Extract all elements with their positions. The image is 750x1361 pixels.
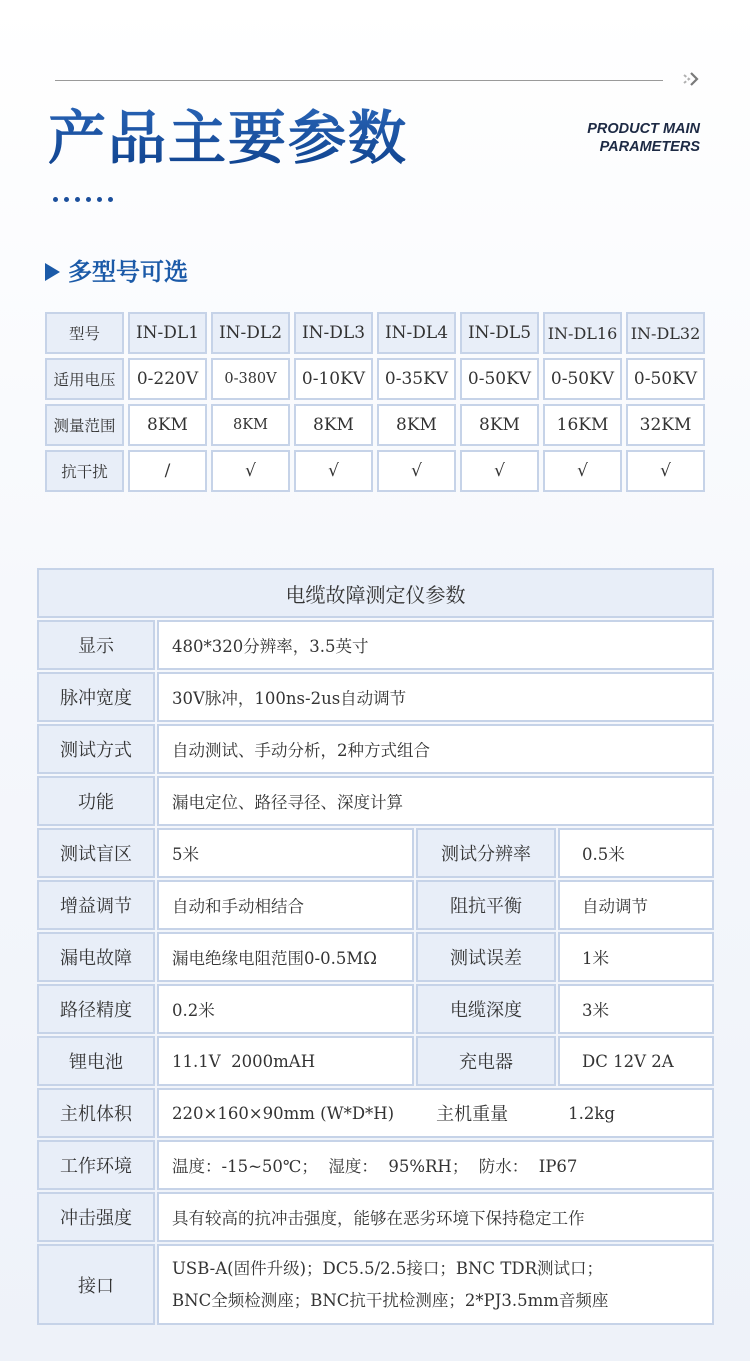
page-title-english	[587, 120, 700, 156]
spec-row-pulse	[37, 672, 714, 722]
spec-label: 脉冲宽度	[37, 672, 155, 722]
spec-value: 1.2kg	[568, 1103, 615, 1123]
table-cell: 0-50KV	[626, 358, 705, 400]
spec-value: 5米	[157, 828, 414, 878]
title-en-line2: PARAMETERS	[599, 139, 700, 155]
table-header-cell: IN-DL1	[128, 312, 207, 354]
table-row-label: 适用电压	[45, 358, 124, 400]
page-title: 产品主要参数	[48, 100, 408, 176]
spec-label: 路径精度	[37, 984, 155, 1034]
table-header-cell: IN-DL3	[294, 312, 373, 354]
spec-value: 温度：-15~50℃； 湿度： 95%RH； 防水： IP67	[157, 1140, 714, 1190]
spec-value: 3米	[558, 984, 714, 1034]
model-comparison-table	[41, 308, 709, 496]
spec-label: 测试盲区	[37, 828, 155, 878]
table-row-header	[45, 312, 705, 354]
spec-label: 主机体积	[37, 1088, 155, 1138]
spec-value: 480*320分辨率，3.5英寸	[157, 620, 714, 670]
spec-label: 接口	[37, 1244, 155, 1325]
spec-label: 冲击强度	[37, 1192, 155, 1242]
table-header-cell: IN-DL4	[377, 312, 456, 354]
table-cell: /	[128, 450, 207, 492]
spec-label: 工作环境	[37, 1140, 155, 1190]
spec-value: DC 12V 2A	[558, 1036, 714, 1086]
table-row	[45, 404, 705, 446]
table-cell: √	[543, 450, 622, 492]
spec-value: 0.2米	[157, 984, 414, 1034]
spec-row-blind	[37, 828, 714, 878]
table-cell: √	[626, 450, 705, 492]
table-cell: 0-35KV	[377, 358, 456, 400]
spec-label: 测试方式	[37, 724, 155, 774]
table-cell: 16KM	[543, 404, 622, 446]
table-cell: 0-10KV	[294, 358, 373, 400]
table-cell: 32KM	[626, 404, 705, 446]
spec-value: 漏电定位、路径寻径、深度计算	[157, 776, 714, 826]
spec-row-battery	[37, 1036, 714, 1086]
spec-row-gain	[37, 880, 714, 930]
spec-table-title: 电缆故障测定仪参数	[37, 568, 714, 618]
spec-value: 1米	[558, 932, 714, 982]
spec-value: 0.5米	[558, 828, 714, 878]
spec-label: 显示	[37, 620, 155, 670]
table-cell: √	[211, 450, 290, 492]
spec-value-line: BNC全频检测座；BNC抗干扰检测座；2*PJ3.5mm音频座	[172, 1290, 609, 1310]
spec-value: 漏电绝缘电阻范围0-0.5MΩ	[157, 932, 414, 982]
spec-inline-label: 主机重量	[436, 1104, 509, 1125]
spec-value: 自动调节	[558, 880, 714, 930]
spec-label: 阻抗平衡	[416, 880, 556, 930]
spec-value: 220×160×90mm (W*D*H)	[172, 1103, 395, 1123]
spec-row-size	[37, 1088, 714, 1138]
spec-row-path	[37, 984, 714, 1034]
spec-row-display	[37, 620, 714, 670]
spec-row-method	[37, 724, 714, 774]
table-header-cell: IN-DL5	[460, 312, 539, 354]
table-cell: 0-380V	[211, 358, 290, 400]
table-header-cell: IN-DL32	[626, 312, 705, 354]
spec-value: 自动测试、手动分析，2种方式组合	[157, 724, 714, 774]
table-cell: √	[460, 450, 539, 492]
decorative-dots	[53, 197, 113, 202]
double-chevron-right-icon	[681, 68, 703, 90]
table-header-cell: 型号	[45, 312, 124, 354]
models-heading	[45, 254, 188, 290]
spec-row-leak	[37, 932, 714, 982]
top-divider-line	[55, 80, 663, 81]
spec-row-impact	[37, 1192, 714, 1242]
spec-label: 锂电池	[37, 1036, 155, 1086]
table-row-label: 抗干扰	[45, 450, 124, 492]
table-cell: 0-220V	[128, 358, 207, 400]
title-en-line1: PRODUCT MAIN	[587, 121, 700, 137]
spec-value: 具有较高的抗冲击强度，能够在恶劣环境下保持稳定工作	[157, 1192, 714, 1242]
table-header-cell: IN-DL2	[211, 312, 290, 354]
triangle-right-icon	[45, 263, 60, 281]
table-row-label: 测量范围	[45, 404, 124, 446]
spec-label: 功能	[37, 776, 155, 826]
models-heading-text: 多型号可选	[68, 258, 188, 286]
spec-row-ports	[37, 1244, 714, 1325]
table-row	[45, 450, 705, 492]
table-cell: 0-50KV	[460, 358, 539, 400]
table-header-cell: IN-DL16	[543, 312, 622, 354]
spec-value: 30V脉冲，100ns-2us自动调节	[157, 672, 714, 722]
table-cell: √	[294, 450, 373, 492]
table-cell: 8KM	[294, 404, 373, 446]
spec-row-env	[37, 1140, 714, 1190]
table-cell: 8KM	[460, 404, 539, 446]
spec-label: 测试误差	[416, 932, 556, 982]
spec-label: 电缆深度	[416, 984, 556, 1034]
spec-value-group	[157, 1244, 714, 1325]
table-cell: 8KM	[128, 404, 207, 446]
spec-value-line: USB-A(固件升级)；DC5.5/2.5接口；BNC TDR测试口；	[172, 1258, 603, 1278]
spec-label: 充电器	[416, 1036, 556, 1086]
spec-label: 增益调节	[37, 880, 155, 930]
table-cell: 0-50KV	[543, 358, 622, 400]
spec-row-function	[37, 776, 714, 826]
spec-label: 漏电故障	[37, 932, 155, 982]
spec-label: 测试分辨率	[416, 828, 556, 878]
table-cell: √	[377, 450, 456, 492]
table-row	[45, 358, 705, 400]
spec-value-group	[157, 1088, 714, 1138]
spec-table	[37, 568, 714, 1325]
spec-value: 自动和手动相结合	[157, 880, 414, 930]
table-cell: 8KM	[211, 404, 290, 446]
spec-value: 11.1V 2000mAH	[157, 1036, 414, 1086]
table-cell: 8KM	[377, 404, 456, 446]
